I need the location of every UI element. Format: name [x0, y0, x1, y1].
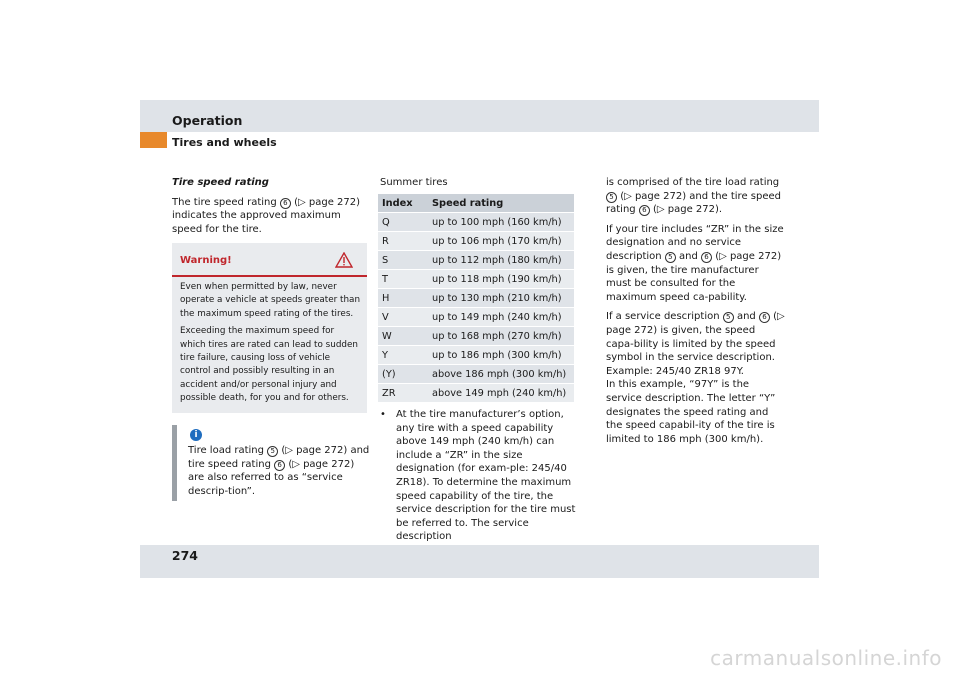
- bullet-text: At the tire manufacturer’s option, any tire with a speed capability above 149 mph (240 km/h) can include a “ZR” in the size designation (for exam-ple: 245/40 ZR18). To determine the maximum speed capability of the tire, the service description for the tire must be referred to. The service description: [396, 409, 576, 543]
- warning-divider: [172, 275, 367, 277]
- warning-box: [172, 243, 367, 413]
- index-cell: R: [378, 232, 428, 251]
- rating-cell: up to 106 mph (170 km/h): [428, 232, 574, 251]
- bullet-marker: •: [380, 409, 386, 420]
- rating-cell: up to 118 mph (190 km/h): [428, 270, 574, 289]
- text: In this example, “97Y” is the service description. The letter “Y” designates the speed rating and the speed capabil-ity of the tire is limited to 186 mph (300 km/h).: [606, 379, 776, 445]
- text: Tire load rating: [188, 445, 264, 456]
- right-column: [606, 176, 786, 452]
- subheading: Tire speed rating: [172, 177, 269, 188]
- text: and: [678, 250, 698, 262]
- text: If a service description: [606, 311, 720, 323]
- callout-number: 6: [701, 252, 712, 263]
- index-cell: V: [378, 308, 428, 327]
- text: (▷ page 272) and tire speed rating: [188, 445, 370, 470]
- text: (▷ page 272) is given, the speed capa-bility is limited by the speed symbol in the service description.: [606, 311, 785, 364]
- index-cell: T: [378, 270, 428, 289]
- right-paragraph: [606, 223, 786, 305]
- warning-paragraph: Exceeding the maximum speed for which tires are rated can lead to sudden tire failure, causing loss of vehicle control and possibly resulting in an accident and/or personal injury and possible death, for you and for others.: [180, 326, 358, 404]
- text: (▷ page 272) indicates the approved maximum speed for the tire.: [172, 196, 361, 235]
- warning-title: Warning!: [180, 255, 232, 266]
- speed-rating-table: [378, 194, 574, 402]
- index-cell: Q: [378, 213, 428, 232]
- callout-number: 6: [759, 312, 770, 323]
- index-cell: Y: [378, 346, 428, 365]
- section-marker: [140, 132, 167, 148]
- table-row: [378, 346, 574, 365]
- callout-number: 5: [665, 252, 676, 263]
- info-text: [188, 444, 372, 498]
- text: and: [736, 311, 756, 323]
- text: The tire speed rating: [172, 196, 277, 208]
- index-cell: (Y): [378, 365, 428, 384]
- page-number: 274: [171, 548, 198, 563]
- bullet-item: [380, 408, 576, 544]
- example-text: Example: 245/40 ZR18 97Y.: [606, 365, 744, 377]
- table-row: [378, 289, 574, 308]
- text: (▷ page 272) is given, the tire manufacturer must be consulted for the maximum speed ca-pability.: [606, 250, 782, 303]
- watermark: carmanualsonline.info: [710, 646, 942, 670]
- text: (▷ page 272) are also referred to as “service descrip-tion”.: [188, 458, 355, 497]
- warning-paragraph: Even when permitted by law, never operate a vehicle at speeds greater than the maximum speed rating of the tires.: [180, 282, 361, 319]
- table-row: [378, 270, 574, 289]
- rating-cell: up to 168 mph (270 km/h): [428, 327, 574, 346]
- info-icon: i: [190, 429, 202, 441]
- right-paragraph: [606, 310, 786, 446]
- rating-cell: up to 112 mph (180 km/h): [428, 251, 574, 270]
- table-row: [378, 251, 574, 270]
- text: If your tire includes “ZR” in the size designation and no service description: [606, 223, 784, 262]
- header-speed-rating: Speed rating: [428, 194, 574, 213]
- rating-cell: up to 130 mph (210 km/h): [428, 289, 574, 308]
- callout-number: 5: [267, 446, 278, 457]
- table-row: [378, 308, 574, 327]
- footer-band: [140, 545, 819, 578]
- header-index: Index: [378, 194, 428, 213]
- table-header-row: [378, 194, 574, 213]
- rating-cell: above 149 mph (240 km/h): [428, 384, 574, 403]
- text: is comprised of the tire load rating: [606, 177, 780, 188]
- info-note: [172, 425, 372, 501]
- rating-cell: up to 149 mph (240 km/h): [428, 308, 574, 327]
- index-cell: ZR: [378, 384, 428, 403]
- index-cell: S: [378, 251, 428, 270]
- table-row: [378, 232, 574, 251]
- right-paragraph: [606, 176, 786, 217]
- section-title: Tires and wheels: [172, 136, 277, 149]
- callout-number: 5: [723, 312, 734, 323]
- text: (▷ page 272) and the tire speed rating: [606, 190, 781, 216]
- rating-cell: up to 186 mph (300 km/h): [428, 346, 574, 365]
- index-cell: W: [378, 327, 428, 346]
- callout-number: 6: [280, 198, 291, 209]
- table-row: [378, 327, 574, 346]
- table-row: [378, 384, 574, 403]
- warning-body: [180, 281, 362, 410]
- info-bar: [172, 425, 177, 501]
- table-row: [378, 365, 574, 384]
- warning-triangle-icon: [335, 252, 353, 268]
- table-row: [378, 213, 574, 232]
- index-cell: H: [378, 289, 428, 308]
- left-column: [172, 176, 368, 242]
- text: (▷ page 272).: [653, 204, 723, 216]
- chapter-title: Operation: [172, 113, 243, 128]
- callout-number: 5: [606, 192, 617, 203]
- callout-number: 6: [639, 205, 650, 216]
- rating-cell: up to 100 mph (160 km/h): [428, 213, 574, 232]
- intro-paragraph: [172, 196, 368, 237]
- callout-number: 6: [274, 460, 285, 471]
- rating-cell: above 186 mph (300 km/h): [428, 365, 574, 384]
- table-caption: Summer tires: [380, 177, 448, 188]
